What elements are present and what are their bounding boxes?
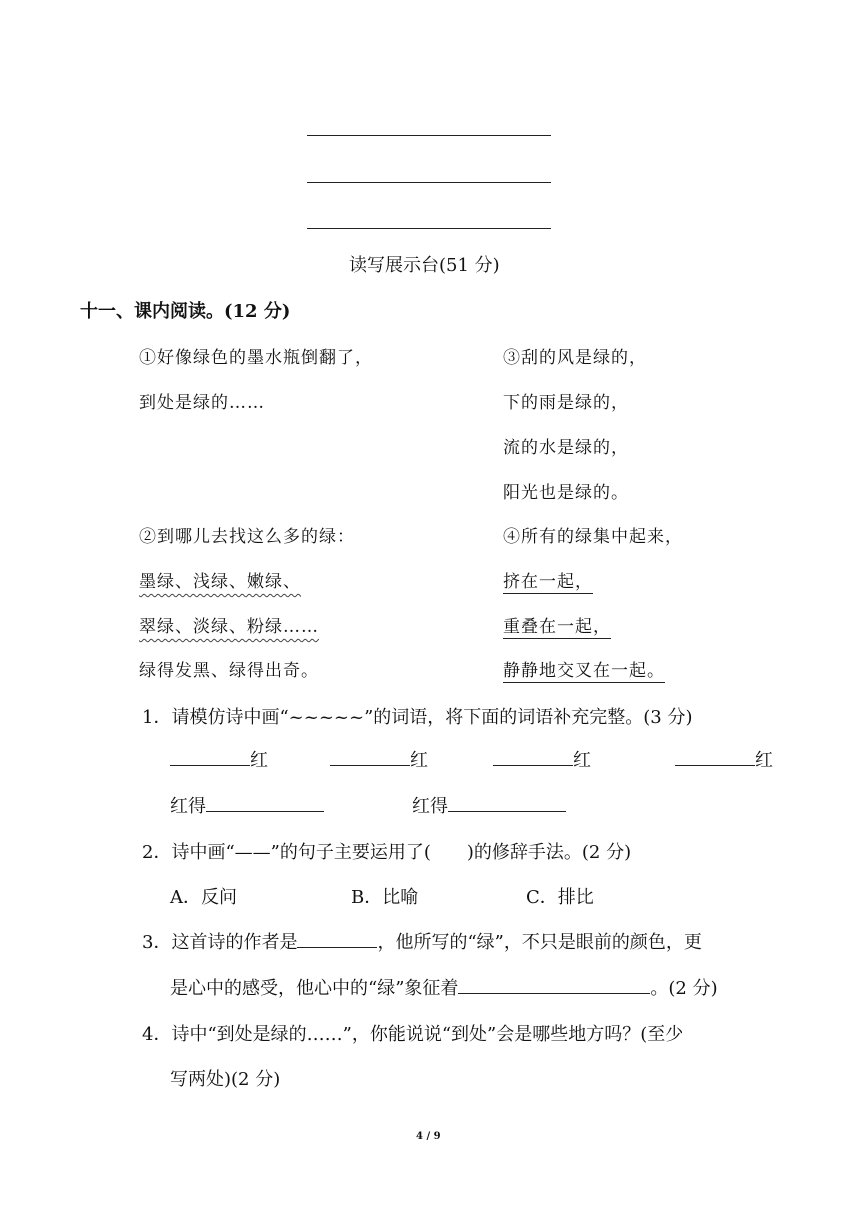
option-a[interactable]: A．反问 [170,887,237,908]
question-4-line-2: 写两处)(2 分) [170,1069,281,1090]
answer-blank[interactable] [170,749,250,766]
question-3-line-1: 3．这首诗的作者是 ，他所写的“绿”，不只是眼前的颜色，更 [142,932,702,953]
fill-blank-red: 红 [330,746,428,772]
option-c[interactable]: C．排比 [526,887,594,908]
question-heading: 十一、课内阅读。(12 分) [80,301,291,322]
section-title: 读写展示台(51 分) [349,255,500,276]
answer-line [307,182,551,183]
poem-line-wavy: 翠绿、淡绿、粉绿…… [139,617,319,637]
poem-line-underlined: 静静地交叉在一起。 [503,661,665,681]
poem-line: ①好像绿色的墨水瓶倒翻了， [139,348,373,368]
answer-blank[interactable] [330,749,410,766]
poem-line: ③刮的风是绿的， [503,348,647,368]
question-1: 1．请模仿诗中画“~~~~~”的词语，将下面的词语补充完整。(3 分) [142,707,693,728]
option-b[interactable]: B．比喻 [351,887,419,908]
answer-line [307,228,551,229]
poem-line-underlined: 挤在一起， [503,572,593,592]
poem-line: 阳光也是绿的。 [503,483,629,503]
fill-blank-hongde: 红得 [170,792,324,818]
poem-line: 下的雨是绿的， [503,393,629,413]
poem-line: ④所有的绿集中起来， [503,527,683,547]
answer-blank[interactable] [675,749,755,766]
question-3-line-2: 是心中的感受，他心中的“绿”象征着 。(2 分) [170,978,718,999]
fill-blank-red: 红 [675,746,773,772]
fill-blank-hongde: 红得 [412,792,566,818]
question-2: 2．诗中画“——”的句子主要运用了( )的修辞手法。(2 分) [142,842,632,863]
poem-line: 绿得发黑、绿得出奇。 [139,661,319,681]
poem-line: 流的水是绿的， [503,438,629,458]
question-4-line-1: 4．诗中“到处是绿的……”，你能说说“到处”会是哪些地方吗？(至少 [142,1024,684,1045]
answer-blank[interactable] [297,931,377,948]
fill-blank-red: 红 [493,746,591,772]
fill-blank-red: 红 [170,746,268,772]
poem-line-wavy: 墨绿、浅绿、嫩绿、 [139,572,301,592]
page-number: 4 / 9 [416,1131,441,1142]
answer-blank[interactable] [458,977,650,994]
poem-line: 到处是绿的…… [139,393,265,413]
answer-blank[interactable] [206,795,324,812]
answer-line [307,135,551,136]
poem-line: ②到哪儿去找这么多的绿： [139,527,355,547]
answer-blank[interactable] [448,795,566,812]
poem-line-underlined: 重叠在一起， [503,617,611,637]
answer-blank[interactable] [493,749,573,766]
